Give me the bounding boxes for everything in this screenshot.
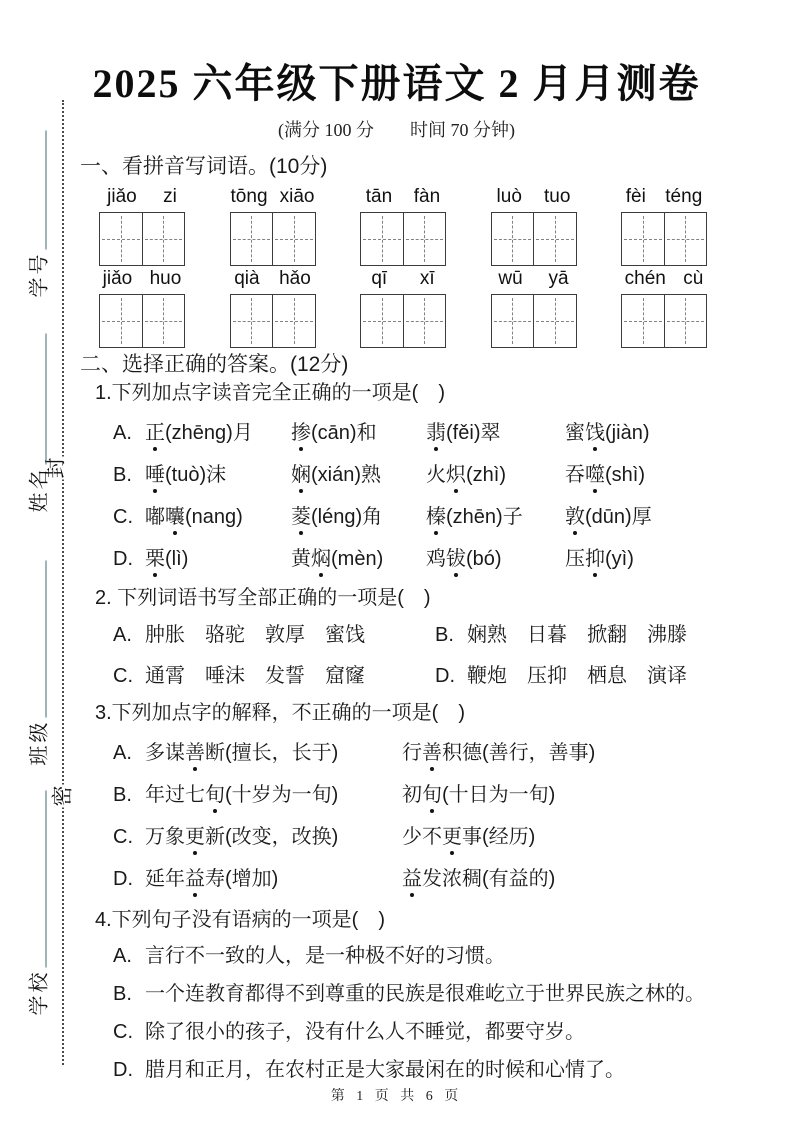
option-item: 年过七旬(十岁为一旬) — [145, 784, 339, 806]
grid-cell — [361, 213, 403, 265]
pinyin-label — [355, 266, 451, 292]
pinyin-label — [616, 184, 712, 210]
pinyin-syllable: tān — [365, 186, 393, 207]
pinyin-syllable: chén — [624, 268, 666, 289]
q1-option-row-a — [113, 420, 757, 446]
option-item: 栗(lì) — [145, 548, 189, 570]
option-item: 嘟囔(nang) — [145, 506, 243, 528]
q1-option-row-d — [113, 546, 757, 572]
pinyin-syllable: tuo — [544, 186, 571, 207]
page-title: 2025 六年级下册语文 2 月月测卷 — [92, 61, 701, 106]
q4-option-row-a — [113, 943, 757, 969]
pinyin-label — [94, 184, 190, 210]
pinyin-row-2 — [94, 266, 712, 348]
q4-option-row-c — [113, 1019, 757, 1045]
pinyin-label — [486, 266, 582, 292]
class-field — [22, 561, 50, 766]
pinyin-word-block — [486, 184, 582, 266]
option-item: 唾(tuò)沫 — [145, 464, 227, 486]
option-label: D. — [113, 1059, 133, 1081]
pinyin-word-block — [94, 266, 190, 348]
q2-option-row-ab — [113, 622, 757, 648]
grid-cell — [403, 295, 446, 347]
class-blank-line — [46, 561, 47, 718]
option-item: 正(zhēng)月 — [145, 422, 253, 444]
option-item: 吞噬(shì) — [565, 464, 646, 486]
pinyin-word-block — [225, 266, 321, 348]
pinyin-syllable: téng — [665, 186, 703, 207]
grid-cell — [272, 295, 315, 347]
option-label: D. — [113, 548, 133, 570]
option-item: 敦(dūn)厚 — [565, 506, 652, 528]
option-item: 一个连教育都得不到尊重的民族是很难屹立于世界民族之林的。 — [145, 983, 705, 1005]
option-item: 行善积德(善行，善事) — [402, 742, 596, 764]
option-label: C. — [113, 1021, 133, 1043]
question-1-stem: 1.下列加点字读音完全正确的一项是( ) — [95, 382, 445, 404]
q4-option-row-d — [113, 1057, 757, 1083]
pinyin-syllable: cù — [683, 268, 704, 289]
grid-cell — [361, 295, 403, 347]
grid-cell — [231, 295, 273, 347]
q3-option-row-c — [113, 824, 757, 850]
grid-cell — [492, 295, 534, 347]
pinyin-word-block — [616, 184, 712, 266]
pinyin-word-block — [355, 266, 451, 348]
pinyin-syllable: xī — [419, 268, 435, 289]
writing-grid — [99, 294, 185, 348]
pinyin-word-block — [486, 266, 582, 348]
option-label: D. — [435, 665, 455, 687]
class-label: 班级 — [28, 719, 51, 766]
option-item: 腊月和正月，在农村正是大家最闲在的时候和心情了。 — [145, 1059, 625, 1081]
option-item: 鸡钹(bó) — [426, 548, 502, 570]
exam-subtitle: (满分 100 分 时间 70 分钟) — [278, 120, 515, 140]
q2-option-row-cd — [113, 663, 757, 689]
pinyin-syllable: luò — [496, 186, 522, 207]
option-item: 初旬(十日为一旬) — [402, 784, 556, 806]
q1-option-row-b — [113, 462, 757, 488]
seal-char-feng: 封 — [37, 457, 73, 480]
writing-grid — [230, 212, 316, 266]
option-item: 言行不一致的人，是一种极不好的习惯。 — [145, 945, 505, 967]
writing-grid — [230, 294, 316, 348]
option-label: C. — [113, 506, 133, 528]
seal-char-mi: 密 — [44, 785, 80, 808]
q1-option-row-c — [113, 504, 757, 530]
writing-grid — [360, 212, 446, 266]
q3-option-row-a — [113, 740, 757, 766]
option-item: 通霄 唾沫 发誓 窟窿 — [145, 665, 365, 687]
section-1-heading: 一、看拼音写词语。(10分) — [80, 155, 328, 178]
option-item: 除了很小的孩子，没有什么人不睡觉，都要守岁。 — [145, 1021, 585, 1043]
student-id-label: 学号 — [28, 251, 51, 298]
grid-cell — [622, 295, 664, 347]
q4-option-row-b — [113, 981, 757, 1007]
option-label: A. — [113, 945, 132, 967]
option-item: 万象更新(改变，改换) — [145, 826, 339, 848]
option-item: 黄焖(mèn) — [291, 548, 384, 570]
pinyin-word-block — [94, 184, 190, 266]
school-label: 学校 — [28, 969, 51, 1016]
grid-cell — [622, 213, 664, 265]
writing-grid — [621, 212, 707, 266]
exam-content — [80, 154, 757, 1083]
option-label: B. — [113, 784, 132, 806]
pinyin-label — [225, 266, 321, 292]
pinyin-syllable: qià — [234, 268, 260, 289]
pinyin-syllable: fèi — [625, 186, 646, 207]
option-item: 娴熟 日暮 掀翻 沸滕 — [467, 624, 687, 646]
writing-grid — [491, 212, 577, 266]
pinyin-syllable: wū — [498, 268, 523, 289]
q3-option-row-d — [113, 866, 757, 892]
pinyin-syllable: qī — [371, 268, 388, 289]
pinyin-label — [355, 184, 451, 210]
student-name-blank-line — [46, 334, 47, 465]
grid-cell — [664, 295, 707, 347]
option-item: 多谋善断(擅长，长于) — [145, 742, 339, 764]
writing-grid — [99, 212, 185, 266]
pinyin-syllable: tōng — [230, 186, 268, 207]
grid-cell — [492, 213, 534, 265]
grid-cell — [403, 213, 446, 265]
option-label: A. — [113, 742, 132, 764]
pinyin-label — [94, 266, 190, 292]
option-label: B. — [435, 624, 454, 646]
pinyin-label — [225, 184, 321, 210]
option-label: C. — [113, 826, 133, 848]
pinyin-syllable: yā — [548, 268, 569, 289]
option-item: 掺(cān)和 — [291, 422, 377, 444]
grid-cell — [272, 213, 315, 265]
option-label: D. — [113, 868, 133, 890]
pinyin-row-1 — [94, 184, 712, 266]
section-2-heading: 二、选择正确的答案。(12分) — [80, 353, 349, 376]
option-item: 延年益寿(增加) — [145, 868, 279, 890]
option-item: 翡(fěi)翠 — [426, 422, 501, 444]
writing-grid — [360, 294, 446, 348]
option-item: 益发浓稠(有益的) — [402, 868, 556, 890]
school-field — [22, 791, 50, 1016]
grid-cell — [100, 213, 142, 265]
option-item: 榛(zhēn)子 — [426, 506, 523, 528]
option-item: 娴(xián)熟 — [291, 464, 382, 486]
question-4-stem: 4.下列句子没有语病的一项是( ) — [95, 909, 385, 931]
school-blank-line — [46, 791, 47, 968]
pinyin-syllable: zi — [163, 186, 177, 207]
grid-cell — [142, 213, 185, 265]
pinyin-syllable: xiāo — [279, 186, 315, 207]
pinyin-word-block — [616, 266, 712, 348]
option-label: B. — [113, 983, 132, 1005]
writing-grid — [491, 294, 577, 348]
grid-cell — [664, 213, 707, 265]
option-item: 肿胀 骆驼 敦厚 蜜饯 — [145, 624, 365, 646]
option-item: 少不更事(经历) — [402, 826, 536, 848]
student-name-field — [22, 334, 50, 513]
grid-cell — [100, 295, 142, 347]
student-name-label: 姓名 — [28, 466, 51, 513]
option-item: 蜜饯(jiàn) — [565, 422, 650, 444]
pinyin-word-block — [225, 184, 321, 266]
option-label: A. — [113, 422, 132, 444]
pinyin-syllable: jiǎo — [107, 186, 137, 207]
option-item: 鞭炮 压抑 栖息 演译 — [467, 665, 687, 687]
pinyin-label — [486, 184, 582, 210]
q3-option-row-b — [113, 782, 757, 808]
grid-cell — [533, 295, 576, 347]
writing-grid — [621, 294, 707, 348]
pinyin-label — [616, 266, 712, 292]
question-3-stem: 3.下列加点字的解释，不正确的一项是( ) — [95, 702, 465, 724]
pinyin-syllable: hǎo — [279, 268, 311, 289]
grid-cell — [533, 213, 576, 265]
grid-cell — [142, 295, 185, 347]
question-2-stem: 2. 下列词语书写全部正确的一项是( ) — [95, 587, 431, 609]
student-id-blank-line — [46, 131, 47, 250]
option-label: A. — [113, 624, 132, 646]
pinyin-syllable: jiǎo — [102, 268, 133, 289]
pinyin-syllable: fàn — [413, 186, 441, 207]
pinyin-syllable: huo — [149, 268, 182, 289]
option-item: 火炽(zhì) — [426, 464, 507, 486]
option-label: C. — [113, 665, 133, 687]
page-footer: 第 1 页 共 6 页 — [330, 1089, 463, 1104]
seal-dotted-line — [62, 100, 64, 1065]
option-label: B. — [113, 464, 132, 486]
grid-cell — [231, 213, 273, 265]
student-id-field — [22, 131, 50, 298]
option-item: 菱(léng)角 — [291, 506, 383, 528]
option-item: 压抑(yì) — [565, 548, 634, 570]
pinyin-word-block — [355, 184, 451, 266]
